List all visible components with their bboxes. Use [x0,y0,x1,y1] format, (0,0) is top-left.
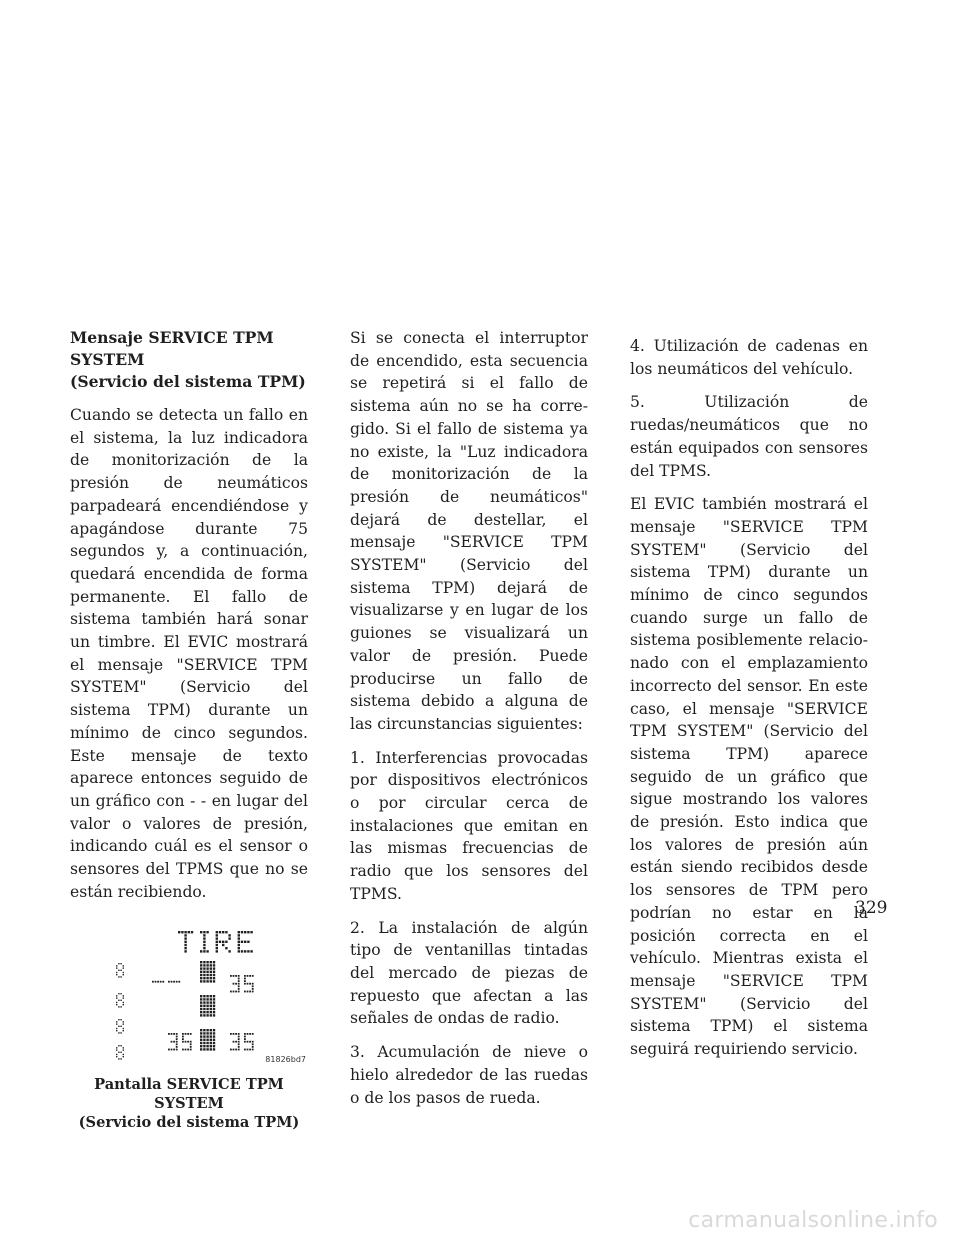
vehicle-middle [200,995,215,1017]
readout-rear-right-2 [244,1033,254,1050]
display-glyph-3 [238,931,253,953]
heading-line-1: Mensaje SERVICE TPM SYSTEM [70,328,274,369]
status-mark-2 [116,993,124,1008]
watermark: carmanualsonline.info [688,1208,938,1233]
display-glyph-2 [216,931,231,953]
text-column-3 [630,335,868,1072]
status-mark-1 [116,963,124,978]
list-item-4: 4. Utilización de cadenas en los neumáticos del vehículo. [630,337,868,378]
list-item-1: 1. Interferencias provocadas por dispositivos electrónicos o por circular cerca de instalaciones que emitan en las mismas frecuencias de radio que los sensores del TPMS. [350,748,588,903]
readout-dash-1 [152,981,164,983]
paragraph: Si se conecta el interruptor de encendido, esta secuencia se repetirá si el fallo de sistema aún no se ha corregido. Si el fallo de sistema ya no existe, la "Luz indicadora de monitorización de la presión de neumáticos" dejará de destellar, el mensaje "SERVICE TPM SYSTEM" (Servicio del sistema TPM) dejará de visualizarse y en lugar de los guiones se visualizará un valor de presión. Puede producirse un fallo de sistema debido a alguna de las circunstancias siguientes: [350,329,588,733]
figure-code: 81826bd7 [265,1054,306,1064]
display-glyph-0 [178,931,193,953]
readout-front-right-1 [230,975,240,992]
tpm-display-figure [70,923,308,1073]
heading-line-2: (Servicio del sistema TPM) [70,372,306,391]
vehicle-bottom [200,1029,215,1051]
section-heading [70,327,308,393]
readout-dash-2 [168,981,180,983]
list-item-5: 5. Utilización de ruedas/neumáticos que no están equipados con sensores del TPMS. [630,393,868,480]
caption-line-1: Pantalla SERVICE TPM SYSTEM [94,1076,284,1113]
text-column-2 [350,327,588,1120]
vehicle-top [200,961,215,983]
list-item-2: 2. La instalación de algún tipo de ventanillas tintadas del mercado de piezas de repuesto que afectan a las señales de ondas de radio. [350,918,588,1028]
paragraph: El EVIC también mostrará el mensaje "SERVICE TPM SYSTEM" (Servicio del sistema TPM) durante un mínimo de cinco segundos cuando surge un fallo de sistema posiblemente relacionado con el emplazamiento incorrecto del sensor. En este caso, el mensaje "SERVICE TPM SYSTEM" (Servicio del sistema TPM) aparece seguido de un gráfico que sigue mostrando los valores de presión. Esto indica que los valores de presión aún están siendo recibidos desde los sensores de TPM pero podrían no estar en la posición correcta en el vehículo. Mientras exista el mensaje "SERVICE TPM SYSTEM" (Servicio del sistema TPM) el sistema seguirá requiriendo servicio. [630,495,868,1059]
text-column-1 [70,327,308,1132]
figure-caption [70,1075,308,1132]
status-mark-3 [116,1019,124,1034]
display-glyph-1 [200,931,209,953]
paragraph: Cuando se detecta un fallo en el sistema, la luz indicadora de monitorización de la presión de neumáticos parpadeará encendiéndose y apagándose durante 75 segundos y, a continuación, quedará encendida de forma permanente. El fallo de sistema también hará sonar un timbre. El EVIC mostrará el mensaje "SERVICE TPM SYSTEM" (Servicio del sistema TPM) durante un mínimo de cinco segundos. Este mensaje de texto aparece entonces seguido de un gráfico con - - en lugar del valor o valores de presión, indicando cuál es el sensor o sensores del TPMS que no se están recibiendo. [70,406,308,901]
caption-line-2: (Servicio del sistema TPM) [78,1114,300,1132]
page-number: 329 [855,898,888,918]
list-item-3: 3. Acumulación de nieve o hielo alrededor de las ruedas o de los pasos de rueda. [350,1043,588,1107]
readout-rear-left-1 [168,1033,178,1050]
status-mark-4 [116,1045,124,1060]
readout-rear-left-2 [182,1033,192,1050]
readout-rear-right-1 [230,1033,240,1050]
readout-front-right-2 [244,975,254,992]
